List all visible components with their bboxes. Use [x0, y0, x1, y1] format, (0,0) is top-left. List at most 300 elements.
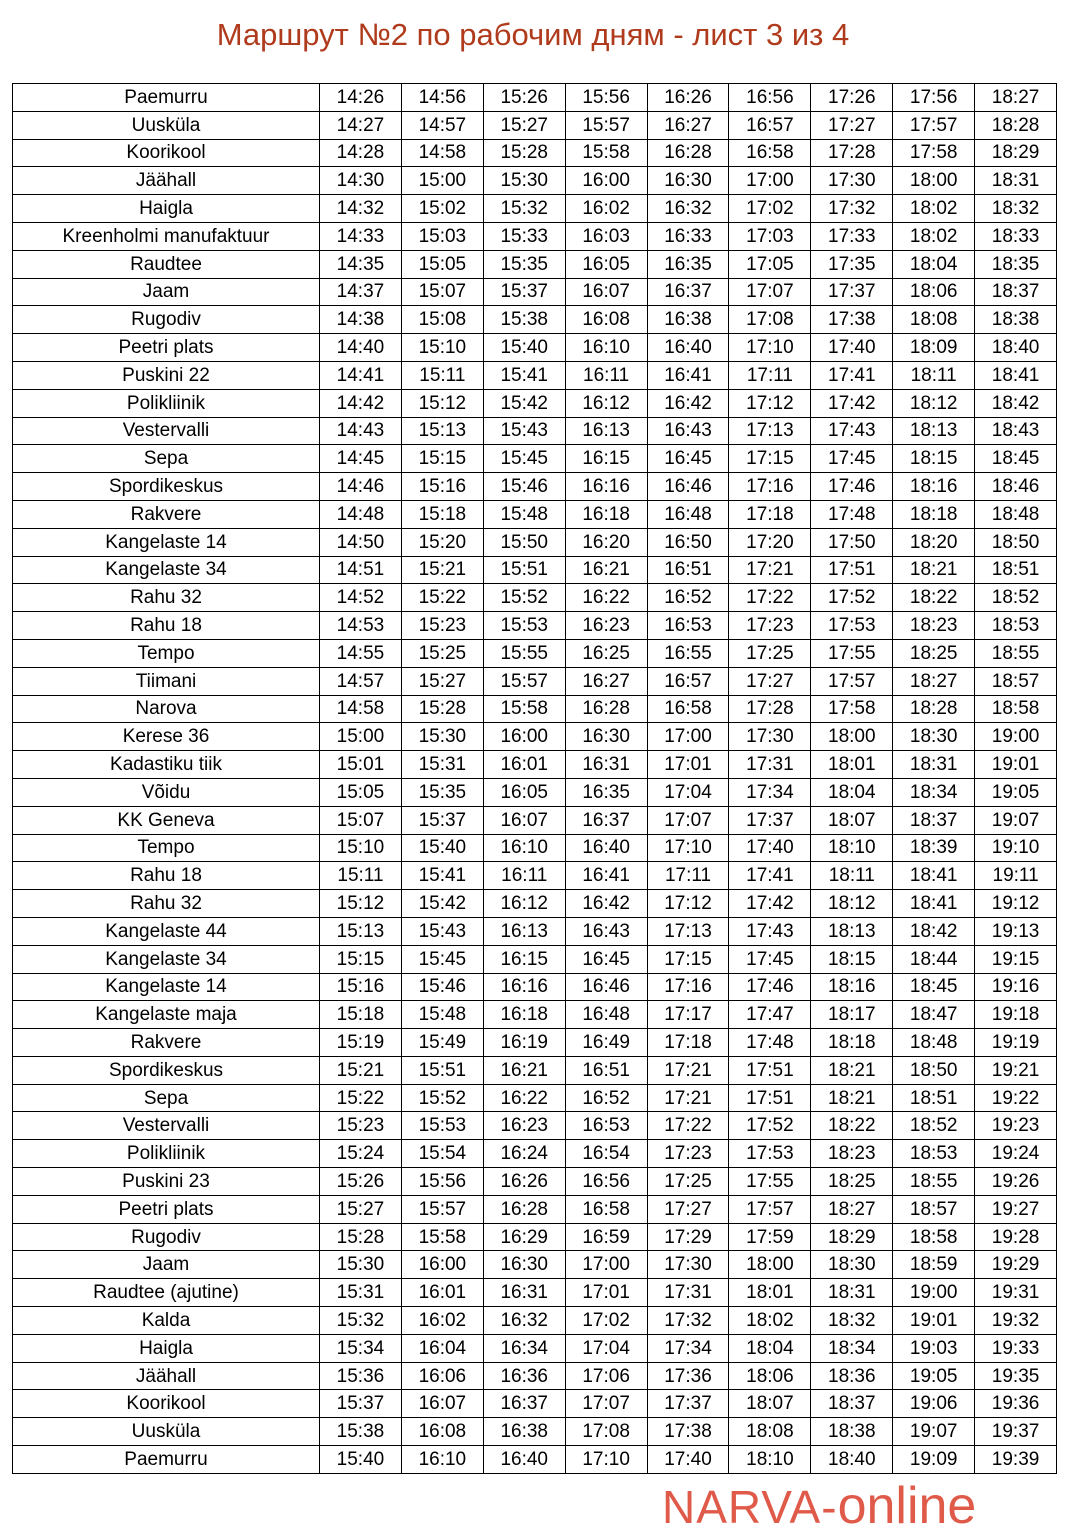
time-cell: 18:44	[893, 945, 975, 973]
time-cell: 16:43	[647, 417, 729, 445]
time-cell: 16:11	[565, 361, 647, 389]
time-cell: 16:46	[647, 473, 729, 501]
time-cell: 18:17	[811, 1001, 893, 1029]
time-cell: 17:26	[811, 84, 893, 112]
time-cell: 15:18	[401, 500, 483, 528]
time-cell: 17:10	[647, 834, 729, 862]
time-cell: 18:41	[975, 361, 1057, 389]
time-cell: 16:22	[565, 584, 647, 612]
time-cell: 16:02	[401, 1307, 483, 1335]
time-cell: 16:38	[483, 1418, 565, 1446]
time-cell: 18:50	[975, 528, 1057, 556]
time-cell: 16:28	[483, 1195, 565, 1223]
time-cell: 19:23	[975, 1112, 1057, 1140]
time-cell: 15:40	[401, 834, 483, 862]
time-cell: 18:37	[893, 806, 975, 834]
time-cell: 15:35	[483, 250, 565, 278]
time-cell: 17:30	[647, 1251, 729, 1279]
time-cell: 15:52	[483, 584, 565, 612]
time-cell: 17:08	[729, 306, 811, 334]
time-cell: 16:54	[565, 1140, 647, 1168]
table-row	[13, 1418, 1057, 1446]
table-row	[13, 890, 1057, 918]
time-cell: 17:32	[811, 195, 893, 223]
time-cell: 16:40	[483, 1446, 565, 1474]
timetable-body	[13, 84, 1057, 1474]
stop-name-cell: Narova	[13, 695, 320, 723]
time-cell: 16:08	[401, 1418, 483, 1446]
time-cell: 15:21	[320, 1056, 402, 1084]
time-cell: 16:21	[483, 1056, 565, 1084]
time-cell: 16:06	[401, 1362, 483, 1390]
time-cell: 18:02	[893, 222, 975, 250]
table-row	[13, 445, 1057, 473]
table-row	[13, 1446, 1057, 1474]
time-cell: 17:27	[647, 1195, 729, 1223]
time-cell: 18:10	[729, 1446, 811, 1474]
time-cell: 17:55	[729, 1168, 811, 1196]
stop-name-cell: Kangelaste 34	[13, 945, 320, 973]
time-cell: 17:17	[647, 1001, 729, 1029]
table-row	[13, 389, 1057, 417]
stop-name-cell: Polikliinik	[13, 1140, 320, 1168]
time-cell: 15:49	[401, 1029, 483, 1057]
time-cell: 16:18	[483, 1001, 565, 1029]
time-cell: 19:29	[975, 1251, 1057, 1279]
time-cell: 15:07	[320, 806, 402, 834]
stop-name-cell: KK Geneva	[13, 806, 320, 834]
stop-name-cell: Tempo	[13, 639, 320, 667]
time-cell: 17:11	[647, 862, 729, 890]
time-cell: 16:15	[483, 945, 565, 973]
time-cell: 17:40	[647, 1446, 729, 1474]
time-cell: 17:06	[565, 1362, 647, 1390]
time-cell: 16:16	[565, 473, 647, 501]
time-cell: 14:53	[320, 612, 402, 640]
time-cell: 19:00	[975, 723, 1057, 751]
time-cell: 17:16	[647, 973, 729, 1001]
time-cell: 15:52	[401, 1084, 483, 1112]
time-cell: 17:13	[729, 417, 811, 445]
table-row	[13, 1029, 1057, 1057]
time-cell: 16:59	[565, 1223, 647, 1251]
time-cell: 18:02	[729, 1307, 811, 1335]
time-cell: 15:34	[320, 1334, 402, 1362]
time-cell: 17:20	[729, 528, 811, 556]
time-cell: 17:33	[811, 222, 893, 250]
table-row	[13, 1251, 1057, 1279]
time-cell: 18:52	[893, 1112, 975, 1140]
time-cell: 19:12	[975, 890, 1057, 918]
time-cell: 15:42	[483, 389, 565, 417]
time-cell: 17:47	[729, 1001, 811, 1029]
time-cell: 15:18	[320, 1001, 402, 1029]
timetable	[12, 83, 1057, 1474]
time-cell: 18:20	[893, 528, 975, 556]
time-cell: 18:38	[811, 1418, 893, 1446]
page-title: Маршрут №2 по рабочим дням - лист 3 из 4	[216, 17, 850, 52]
time-cell: 18:02	[893, 195, 975, 223]
time-cell: 17:45	[729, 945, 811, 973]
time-cell: 17:53	[811, 612, 893, 640]
time-cell: 18:29	[811, 1223, 893, 1251]
time-cell: 14:33	[320, 222, 402, 250]
time-cell: 14:26	[320, 84, 402, 112]
time-cell: 18:06	[893, 278, 975, 306]
time-cell: 15:51	[483, 556, 565, 584]
time-cell: 18:53	[975, 612, 1057, 640]
stop-name-cell: Polikliinik	[13, 389, 320, 417]
time-cell: 18:27	[811, 1195, 893, 1223]
time-cell: 14:51	[320, 556, 402, 584]
time-cell: 18:55	[975, 639, 1057, 667]
time-cell: 14:55	[320, 639, 402, 667]
time-cell: 15:05	[401, 250, 483, 278]
time-cell: 15:28	[483, 139, 565, 167]
table-row	[13, 84, 1057, 112]
time-cell: 17:02	[565, 1307, 647, 1335]
time-cell: 15:30	[320, 1251, 402, 1279]
time-cell: 18:04	[893, 250, 975, 278]
time-cell: 18:48	[893, 1029, 975, 1057]
time-cell: 18:00	[811, 723, 893, 751]
time-cell: 18:30	[893, 723, 975, 751]
time-cell: 16:30	[483, 1251, 565, 1279]
time-cell: 16:41	[565, 862, 647, 890]
time-cell: 15:21	[401, 556, 483, 584]
time-cell: 15:00	[320, 723, 402, 751]
time-cell: 16:33	[647, 222, 729, 250]
time-cell: 17:12	[729, 389, 811, 417]
time-cell: 16:03	[565, 222, 647, 250]
time-cell: 17:52	[729, 1112, 811, 1140]
time-cell: 16:53	[647, 612, 729, 640]
time-cell: 16:29	[483, 1223, 565, 1251]
table-row	[13, 834, 1057, 862]
time-cell: 17:05	[729, 250, 811, 278]
time-cell: 14:37	[320, 278, 402, 306]
table-row	[13, 195, 1057, 223]
table-row	[13, 222, 1057, 250]
time-cell: 17:28	[811, 139, 893, 167]
time-cell: 16:31	[483, 1279, 565, 1307]
stop-name-cell: Kangelaste 14	[13, 528, 320, 556]
table-row	[13, 556, 1057, 584]
time-cell: 19:24	[975, 1140, 1057, 1168]
time-cell: 19:07	[893, 1418, 975, 1446]
time-cell: 16:30	[647, 167, 729, 195]
time-cell: 16:23	[565, 612, 647, 640]
time-cell: 16:58	[729, 139, 811, 167]
time-cell: 19:39	[975, 1446, 1057, 1474]
time-cell: 15:10	[320, 834, 402, 862]
time-cell: 18:09	[893, 334, 975, 362]
time-cell: 16:19	[483, 1029, 565, 1057]
table-row	[13, 945, 1057, 973]
table-row	[13, 1307, 1057, 1335]
time-cell: 15:23	[401, 612, 483, 640]
time-cell: 17:07	[565, 1390, 647, 1418]
time-cell: 16:12	[483, 890, 565, 918]
time-cell: 18:25	[811, 1168, 893, 1196]
time-cell: 15:40	[320, 1446, 402, 1474]
time-cell: 17:21	[647, 1056, 729, 1084]
time-cell: 16:04	[401, 1334, 483, 1362]
time-cell: 16:45	[565, 945, 647, 973]
time-cell: 17:41	[729, 862, 811, 890]
time-cell: 17:21	[729, 556, 811, 584]
stop-name-cell: Rahu 32	[13, 890, 320, 918]
time-cell: 17:13	[647, 917, 729, 945]
time-cell: 15:48	[401, 1001, 483, 1029]
time-cell: 15:43	[401, 917, 483, 945]
time-cell: 17:37	[647, 1390, 729, 1418]
time-cell: 17:58	[893, 139, 975, 167]
time-cell: 16:57	[647, 667, 729, 695]
table-row	[13, 1140, 1057, 1168]
time-cell: 17:34	[729, 778, 811, 806]
stop-name-cell: Vestervalli	[13, 417, 320, 445]
time-cell: 18:40	[975, 334, 1057, 362]
time-cell: 15:03	[401, 222, 483, 250]
time-cell: 19:05	[893, 1362, 975, 1390]
time-cell: 15:11	[401, 361, 483, 389]
time-cell: 18:57	[893, 1195, 975, 1223]
time-cell: 16:13	[483, 917, 565, 945]
time-cell: 15:22	[401, 584, 483, 612]
time-cell: 15:26	[320, 1168, 402, 1196]
stop-name-cell: Koorikool	[13, 139, 320, 167]
stop-name-cell: Jaam	[13, 278, 320, 306]
time-cell: 18:15	[893, 445, 975, 473]
table-row	[13, 139, 1057, 167]
time-cell: 18:41	[893, 890, 975, 918]
time-cell: 15:41	[401, 862, 483, 890]
time-cell: 17:22	[647, 1112, 729, 1140]
time-cell: 17:28	[729, 695, 811, 723]
time-cell: 14:42	[320, 389, 402, 417]
narva-online-logo	[662, 1476, 976, 1536]
time-cell: 16:15	[565, 445, 647, 473]
time-cell: 16:52	[565, 1084, 647, 1112]
time-cell: 16:31	[565, 751, 647, 779]
time-cell: 15:11	[320, 862, 402, 890]
time-cell: 17:08	[565, 1418, 647, 1446]
time-cell: 14:48	[320, 500, 402, 528]
time-cell: 17:02	[729, 195, 811, 223]
time-cell: 17:31	[729, 751, 811, 779]
time-cell: 18:42	[975, 389, 1057, 417]
time-cell: 19:28	[975, 1223, 1057, 1251]
time-cell: 16:56	[565, 1168, 647, 1196]
time-cell: 15:56	[401, 1168, 483, 1196]
time-cell: 17:15	[729, 445, 811, 473]
stop-name-cell: Kerese 36	[13, 723, 320, 751]
time-cell: 18:34	[893, 778, 975, 806]
time-cell: 18:28	[893, 695, 975, 723]
time-cell: 17:48	[729, 1029, 811, 1057]
time-cell: 17:01	[565, 1279, 647, 1307]
time-cell: 15:10	[401, 334, 483, 362]
time-cell: 16:42	[647, 389, 729, 417]
time-cell: 16:20	[565, 528, 647, 556]
time-cell: 15:30	[401, 723, 483, 751]
time-cell: 18:37	[975, 278, 1057, 306]
stop-name-cell: Puskini 23	[13, 1168, 320, 1196]
time-cell: 17:55	[811, 639, 893, 667]
time-cell: 16:57	[729, 111, 811, 139]
time-cell: 15:16	[401, 473, 483, 501]
time-cell: 19:19	[975, 1029, 1057, 1057]
stop-name-cell: Jäähall	[13, 167, 320, 195]
time-cell: 15:02	[401, 195, 483, 223]
time-cell: 17:51	[729, 1084, 811, 1112]
time-cell: 16:07	[483, 806, 565, 834]
time-cell: 14:56	[401, 84, 483, 112]
table-row	[13, 278, 1057, 306]
time-cell: 18:32	[811, 1307, 893, 1335]
time-cell: 16:26	[483, 1168, 565, 1196]
table-row	[13, 723, 1057, 751]
time-cell: 14:28	[320, 139, 402, 167]
time-cell: 15:43	[483, 417, 565, 445]
time-cell: 17:42	[729, 890, 811, 918]
time-cell: 18:08	[893, 306, 975, 334]
time-cell: 15:57	[565, 111, 647, 139]
table-row	[13, 500, 1057, 528]
time-cell: 16:07	[565, 278, 647, 306]
time-cell: 18:08	[729, 1418, 811, 1446]
time-cell: 15:08	[401, 306, 483, 334]
time-cell: 17:52	[811, 584, 893, 612]
time-cell: 15:27	[320, 1195, 402, 1223]
time-cell: 17:01	[647, 751, 729, 779]
time-cell: 16:13	[565, 417, 647, 445]
time-cell: 15:53	[401, 1112, 483, 1140]
time-cell: 17:37	[729, 806, 811, 834]
time-cell: 18:22	[893, 584, 975, 612]
table-row	[13, 167, 1057, 195]
time-cell: 19:13	[975, 917, 1057, 945]
time-cell: 18:43	[975, 417, 1057, 445]
time-cell: 19:15	[975, 945, 1057, 973]
time-cell: 15:54	[401, 1140, 483, 1168]
time-cell: 17:30	[811, 167, 893, 195]
table-row	[13, 1056, 1057, 1084]
time-cell: 16:10	[483, 834, 565, 862]
time-cell: 17:40	[811, 334, 893, 362]
table-row	[13, 1279, 1057, 1307]
time-cell: 15:05	[320, 778, 402, 806]
time-cell: 15:25	[401, 639, 483, 667]
time-cell: 18:16	[893, 473, 975, 501]
time-cell: 19:11	[975, 862, 1057, 890]
time-cell: 18:37	[811, 1390, 893, 1418]
time-cell: 15:19	[320, 1029, 402, 1057]
time-cell: 16:55	[647, 639, 729, 667]
table-row	[13, 667, 1057, 695]
time-cell: 16:35	[565, 778, 647, 806]
time-cell: 17:56	[893, 84, 975, 112]
time-cell: 16:05	[565, 250, 647, 278]
time-cell: 15:55	[483, 639, 565, 667]
time-cell: 18:41	[893, 862, 975, 890]
time-cell: 18:48	[975, 500, 1057, 528]
time-cell: 18:55	[893, 1168, 975, 1196]
time-cell: 14:46	[320, 473, 402, 501]
time-cell: 19:26	[975, 1168, 1057, 1196]
time-cell: 19:01	[893, 1307, 975, 1335]
time-cell: 15:27	[483, 111, 565, 139]
time-cell: 14:38	[320, 306, 402, 334]
time-cell: 15:57	[401, 1195, 483, 1223]
time-cell: 17:46	[811, 473, 893, 501]
time-cell: 15:31	[401, 751, 483, 779]
time-cell: 16:32	[483, 1307, 565, 1335]
time-cell: 17:32	[647, 1307, 729, 1335]
table-row	[13, 361, 1057, 389]
time-cell: 15:27	[401, 667, 483, 695]
time-cell: 17:15	[647, 945, 729, 973]
time-cell: 17:11	[729, 361, 811, 389]
time-cell: 19:05	[975, 778, 1057, 806]
time-cell: 15:16	[320, 973, 402, 1001]
time-cell: 19:35	[975, 1362, 1057, 1390]
stop-name-cell: Kalda	[13, 1307, 320, 1335]
time-cell: 18:58	[975, 695, 1057, 723]
time-cell: 15:28	[320, 1223, 402, 1251]
time-cell: 15:45	[401, 945, 483, 973]
time-cell: 16:52	[647, 584, 729, 612]
table-row	[13, 862, 1057, 890]
time-cell: 18:21	[893, 556, 975, 584]
time-cell: 17:50	[811, 528, 893, 556]
time-cell: 14:52	[320, 584, 402, 612]
table-row	[13, 917, 1057, 945]
time-cell: 15:46	[483, 473, 565, 501]
stop-name-cell: Kangelaste 34	[13, 556, 320, 584]
time-cell: 16:11	[483, 862, 565, 890]
time-cell: 15:58	[401, 1223, 483, 1251]
time-cell: 16:30	[565, 723, 647, 751]
stop-name-cell: Kangelaste maja	[13, 1001, 320, 1029]
time-cell: 17:59	[729, 1223, 811, 1251]
time-cell: 16:38	[647, 306, 729, 334]
time-cell: 14:50	[320, 528, 402, 556]
time-cell: 16:27	[565, 667, 647, 695]
time-cell: 18:51	[975, 556, 1057, 584]
time-cell: 14:43	[320, 417, 402, 445]
table-row	[13, 306, 1057, 334]
time-cell: 14:40	[320, 334, 402, 362]
time-cell: 16:00	[483, 723, 565, 751]
time-cell: 18:53	[893, 1140, 975, 1168]
stop-name-cell: Jaam	[13, 1251, 320, 1279]
time-cell: 18:52	[975, 584, 1057, 612]
time-cell: 15:37	[483, 278, 565, 306]
time-cell: 17:10	[729, 334, 811, 362]
time-cell: 15:22	[320, 1084, 402, 1112]
stop-name-cell: Tempo	[13, 834, 320, 862]
time-cell: 17:12	[647, 890, 729, 918]
table-row	[13, 806, 1057, 834]
time-cell: 15:15	[401, 445, 483, 473]
time-cell: 17:34	[647, 1334, 729, 1362]
stop-name-cell: Peetri plats	[13, 334, 320, 362]
time-cell: 16:58	[565, 1195, 647, 1223]
time-cell: 18:39	[893, 834, 975, 862]
stop-name-cell: Spordikeskus	[13, 1056, 320, 1084]
